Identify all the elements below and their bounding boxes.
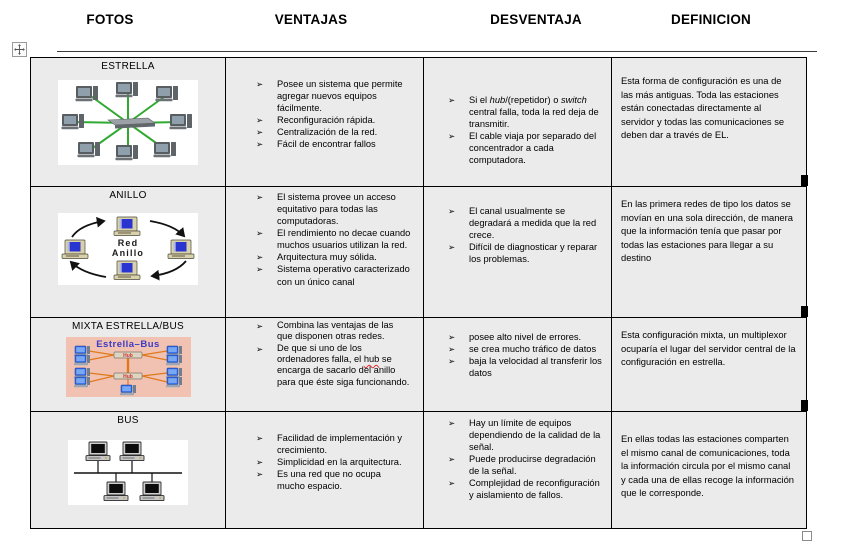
- bullet-item: ➢ Fácil de encontrar fallos: [256, 139, 376, 150]
- arrow-bullet-icon: ➢: [448, 418, 456, 428]
- ventajas-list-anillo: [256, 191, 411, 288]
- arrow-bullet-icon: ➢: [448, 356, 456, 367]
- definicion-text-mixta: Esta configuración mixta, un multiplexor ocuparía el lugar del servidor central de la configuración en estrella.: [621, 329, 796, 368]
- cell-definicion-mixta: [612, 318, 807, 412]
- cell-desventaja-estrella: [424, 58, 612, 187]
- arrow-bullet-icon: ➢: [448, 131, 456, 142]
- ring-label-anillo: Anillo: [111, 248, 145, 258]
- cell-ventajas-anillo: [226, 187, 424, 318]
- cell-ventajas-mixta: [226, 318, 424, 412]
- bullet-item: ➢ Complejidad de reconfiguración y aislamiento de fallos.: [448, 478, 600, 501]
- bullet-item: ➢ Combina las ventajas de las que disponen otras redes.: [256, 320, 394, 342]
- desventaja-list-anillo: [448, 205, 603, 265]
- arrow-bullet-icon: ➢: [256, 79, 264, 89]
- ventajas-list-estrella: [256, 78, 411, 150]
- arrow-bullet-icon: ➢: [256, 264, 264, 275]
- bullet-item: ➢ Arquitectura muy sólida.: [256, 252, 377, 263]
- cell-ventajas-bus: [226, 412, 424, 529]
- row-end-marker: [801, 306, 808, 317]
- cell-ventajas-estrella: [226, 58, 424, 187]
- desventaja-list-bus: [448, 417, 603, 502]
- bullet-item: ➢ El canal usualmente se degradará a medida que la red crece.: [448, 206, 597, 241]
- cell-definicion-anillo: [612, 187, 807, 318]
- bullet-item: ➢ Si el hub/(repetidor) o switch central falla, toda la red deja de transmitir.: [448, 95, 599, 130]
- definicion-text-bus: En ellas todas las estaciones comparten el mismo canal de comunicaciones, toda la información circula por el mismo canal y cada una de ellas recoge la información que le corresponde.: [621, 433, 795, 499]
- ring-label-red: Red: [117, 238, 139, 248]
- bullet-item: ➢ Difícil de diagnosticar y reparar los problemas.: [448, 242, 598, 265]
- bullet-item: ➢ Simplicidad en la arquitectura.: [256, 457, 402, 468]
- ring-topology-image: [58, 213, 198, 285]
- arrow-bullet-icon: ➢: [256, 252, 264, 263]
- move-cross-icon: [14, 44, 25, 55]
- ventajas-list-mixta: [256, 320, 411, 388]
- arrow-bullet-icon: ➢: [448, 344, 456, 355]
- cell-desventaja-mixta: [424, 318, 612, 412]
- column-header-desventaja: DESVENTAJA: [490, 12, 582, 27]
- arrow-bullet-icon: ➢: [448, 95, 456, 105]
- star-bus-topology-image: [66, 337, 191, 397]
- cell-foto-anillo: [31, 187, 226, 318]
- bus-topology-image: [68, 440, 188, 505]
- bullet-item: ➢ El rendimiento no decae cuando muchos usuarios utilizan la red.: [256, 228, 411, 251]
- column-header-definicion: DEFINICION: [670, 12, 752, 27]
- arrow-bullet-icon: ➢: [256, 457, 264, 468]
- bullet-item: ➢ Reconfiguración rápida.: [256, 115, 376, 126]
- arrow-bullet-icon: ➢: [256, 469, 264, 480]
- arrow-bullet-icon: ➢: [256, 115, 264, 126]
- cell-foto-mixta: [31, 318, 226, 412]
- cell-desventaja-anillo: [424, 187, 612, 318]
- row-title-anillo: ANILLO: [109, 190, 147, 201]
- hub-label-top: Hub: [122, 353, 133, 359]
- arrow-bullet-icon: ➢: [256, 139, 264, 150]
- arrow-bullet-icon: ➢: [448, 454, 456, 465]
- arrow-bullet-icon: ➢: [256, 228, 264, 239]
- arrow-bullet-icon: ➢: [448, 242, 456, 253]
- cell-definicion-estrella: [612, 58, 807, 187]
- hub-label-bottom: Hub: [122, 374, 133, 380]
- arrow-bullet-icon: ➢: [256, 433, 264, 443]
- bullet-item: ➢ De que si uno de los ordenadores falla, el hub se encarga de sacarlo del anillo para que éste siga funcionando.: [256, 342, 410, 387]
- horizontal-rule: [57, 51, 817, 52]
- bullet-item: ➢ baja la velocidad al transferir los datos: [448, 356, 602, 379]
- bullet-item: ➢ se crea mucho tráfico de datos: [448, 344, 597, 355]
- row-title-mixta: MIXTA ESTRELLA/BUS: [72, 321, 184, 332]
- ventajas-list-bus: [256, 432, 411, 492]
- cell-foto-estrella: [31, 58, 226, 187]
- bullet-item: ➢ posee alto nivel de errores.: [448, 332, 582, 342]
- arrow-bullet-icon: ➢: [448, 332, 456, 342]
- row-title-bus: BUS: [117, 415, 139, 426]
- table-resize-handle[interactable]: [802, 531, 812, 541]
- desventaja-list-mixta: [448, 331, 603, 379]
- arrow-bullet-icon: ➢: [256, 127, 264, 138]
- arrow-bullet-icon: ➢: [448, 206, 456, 216]
- cell-foto-bus: [31, 412, 226, 529]
- bullet-item: ➢ Facilidad de implementación y crecimiento.: [256, 433, 403, 456]
- star-topology-image: [58, 80, 198, 165]
- cell-desventaja-bus: [424, 412, 612, 529]
- bullet-item: ➢ Es una red que no ocupa mucho espacio.: [256, 469, 381, 492]
- arrow-bullet-icon: ➢: [256, 343, 264, 354]
- column-header-fotos: FOTOS: [86, 12, 134, 27]
- desventaja-list-estrella: [448, 94, 603, 166]
- row-end-marker: [801, 400, 808, 411]
- bullet-item: ➢ Hay un límite de equipos dependiendo de la calidad de la señal.: [448, 418, 601, 453]
- bullet-item: ➢ Centralización de la red.: [256, 127, 378, 138]
- column-header-ventajas: VENTAJAS: [274, 12, 348, 27]
- row-title-estrella: ESTRELLA: [101, 61, 155, 72]
- arrow-bullet-icon: ➢: [256, 192, 264, 202]
- arrow-bullet-icon: ➢: [448, 478, 456, 489]
- definicion-text-anillo: En las primera redes de tipo los datos se movían en una sola dirección, de manera que la información tenía que pasar por todas las estaciones para llegar a su destino: [621, 198, 793, 264]
- bullet-item: ➢ Posee un sistema que permite agregar nuevos equipos fácilmente.: [256, 79, 403, 114]
- cell-definicion-bus: [612, 412, 807, 529]
- network-topology-table: [30, 57, 807, 529]
- definicion-text-estrella: Esta forma de configuración es una de las más antiguas. Toda las estaciones están conectadas directamente al servidor y todas las comunicaciones se deben dar a través de EL.: [621, 75, 785, 141]
- table-move-handle[interactable]: [12, 42, 27, 57]
- bullet-item: ➢ Puede producirse degradación de la señal.: [448, 454, 596, 477]
- bullet-item: ➢ Sistema operativo caracterizado con un único canal: [256, 264, 410, 287]
- row-end-marker: [801, 175, 808, 186]
- bullet-item: ➢ El sistema provee un acceso equitativo para todas las computadoras.: [256, 192, 396, 227]
- bullet-item: ➢ El cable viaja por separado del concentrador a cada computadora.: [448, 131, 597, 166]
- arrow-bullet-icon: ➢: [256, 321, 264, 331]
- star-bus-title-label: Estrella–Bus: [95, 339, 160, 350]
